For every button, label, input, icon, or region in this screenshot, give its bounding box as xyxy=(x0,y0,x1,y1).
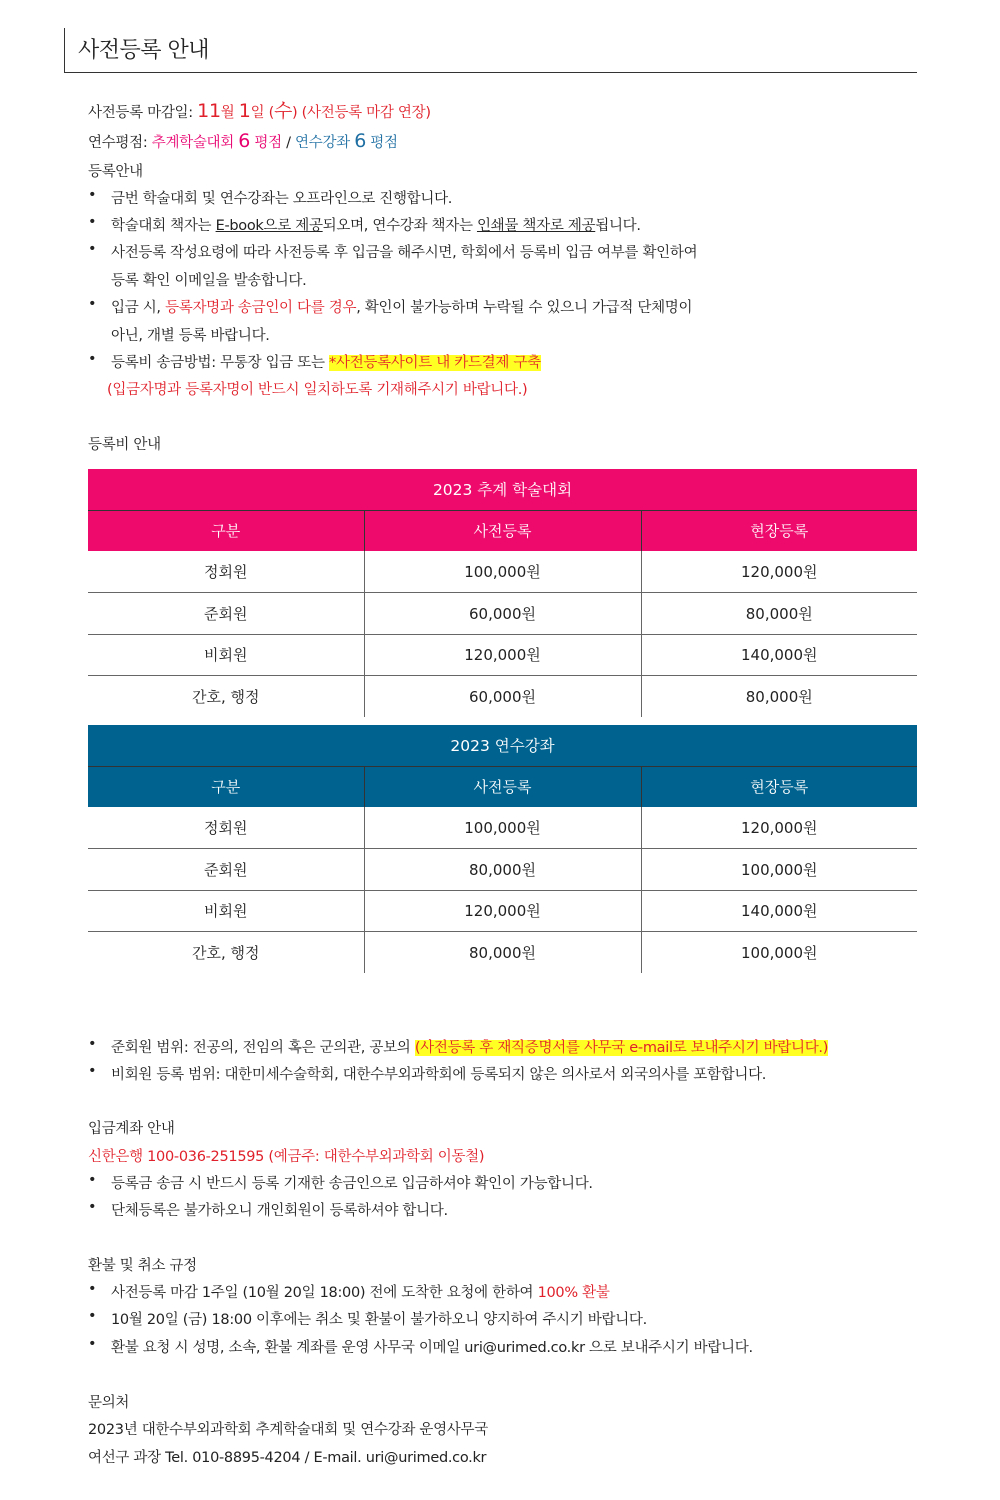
table-cell: 준회원 xyxy=(88,593,364,635)
bullet-dot: • xyxy=(88,1063,97,1079)
table-cell: 120,000원 xyxy=(364,890,641,932)
table-cell: 60,000원 xyxy=(364,593,641,635)
column-header-onsite: 현장등록 xyxy=(641,766,917,807)
deadline-day-unit: 일 xyxy=(250,105,269,121)
table-cell: 100,000원 xyxy=(364,551,641,593)
table-cell: 80,000원 xyxy=(364,932,641,974)
credits-label: 연수평점: xyxy=(88,135,152,151)
contact-office: 2023년 대한수부외과학회 추계학술대회 및 연수강좌 운영사무국 xyxy=(88,1422,488,1438)
table-cell: 100,000원 xyxy=(641,849,917,891)
b2-ebook: E-book으로 제공 xyxy=(215,218,323,234)
table-row xyxy=(88,932,917,974)
bullet-text: 금번 학술대회 및 연수강좌는 오프라인으로 진행합니다. xyxy=(111,191,453,207)
table-cell: 준회원 xyxy=(88,849,364,891)
table-row xyxy=(88,593,917,635)
bullet-dot: • xyxy=(88,187,97,203)
bullet-text: 비회원 등록 범위: 대한미세수술학회, 대한수부외과학회에 등록되지 않은 의사로서 외국의사를 포함합니다. xyxy=(111,1067,767,1083)
contact-person: 여선구 과장 Tel. 010-8895-4204 / E-mail. uri@urimed.co.kr xyxy=(88,1450,487,1466)
b2-part-a: 학술대회 책자는 xyxy=(111,218,216,234)
refund-full: 100% 환불 xyxy=(537,1285,610,1301)
table-cell: 80,000원 xyxy=(641,593,917,635)
table-cell: 비회원 xyxy=(88,890,364,932)
n1-part-a: 준회원 범위: 전공의, 전임의 혹은 군의관, 공보의 xyxy=(111,1040,415,1056)
fee-table-course xyxy=(88,725,917,973)
table-cell: 간호, 행정 xyxy=(192,688,260,706)
deadline-line xyxy=(88,96,431,123)
registration-bullet-4-cont: 아닌, 개별 등록 바랍니다. xyxy=(111,328,270,344)
contact-heading: 문의처 xyxy=(88,1395,130,1411)
account-number: 신한은행 100-036-251595 (예금주: 대한수부외과학회 이동철) xyxy=(88,1149,485,1165)
account-heading: 입금계좌 안내 xyxy=(88,1121,175,1137)
credits-conf-num: 6 xyxy=(238,130,251,152)
b2-part-e: 됩니다. xyxy=(595,218,641,234)
b4-part-c: , 확인이 불가능하며 누락될 수 있으니 가급적 단체명이 xyxy=(356,300,693,316)
table-cell: 80,000원 xyxy=(364,849,641,891)
credits-line xyxy=(88,130,398,152)
table-cell: 정회원 xyxy=(88,551,364,593)
fee-heading: 등록비 안내 xyxy=(88,437,161,453)
registration-bullet-5-note: (입금자명과 등록자명이 반드시 일치하도록 기재해주시기 바랍니다.) xyxy=(107,382,528,398)
bullet-dot: • xyxy=(88,1036,97,1052)
table-cell: 80,000원 xyxy=(641,676,917,718)
credits-course-unit: 평점 xyxy=(365,135,398,151)
table-row xyxy=(88,849,917,891)
bullet-dot: • xyxy=(88,1336,97,1352)
refund-heading: 환불 및 취소 규정 xyxy=(88,1258,197,1274)
refund-b1-a: 사전등록 마감 1주일 (10월 20일 18:00) 전에 도착한 요청에 한하여 xyxy=(111,1285,538,1301)
column-header-pre: 사전등록 xyxy=(364,510,641,551)
bullet-text xyxy=(111,296,692,317)
bullet-dot: • xyxy=(88,1172,97,1188)
table-row xyxy=(88,807,917,849)
bullet-text: 사전등록 작성요령에 따라 사전등록 후 입금을 해주시면, 학회에서 등록비 입금 여부를 확인하여 xyxy=(111,245,698,261)
registration-heading: 등록안내 xyxy=(88,164,143,180)
bullet-text xyxy=(111,1036,828,1057)
credits-sep: / xyxy=(281,135,296,151)
b4-warning: 등록자명과 송금인이 다를 경우 xyxy=(165,300,357,316)
fee-table-title: 2023 연수강좌 xyxy=(88,725,917,766)
n1-highlight: (사전등록 후 재직증명서를 사무국 e-mail로 보내주시기 바랍니다.) xyxy=(414,1040,829,1056)
table-cell: 140,000원 xyxy=(641,634,917,676)
b5-card-payment: *사전등록사이트 내 카드결제 구축 xyxy=(329,355,541,371)
b4-part-a: 입금 시, xyxy=(111,300,166,316)
table-cell: 140,000원 xyxy=(641,890,917,932)
table-row xyxy=(88,634,917,676)
deadline-month-unit: 월 xyxy=(220,105,239,121)
deadline-label: 사전등록 마감일: xyxy=(88,105,198,121)
page-header xyxy=(64,28,917,73)
column-header-pre: 사전등록 xyxy=(364,766,641,807)
bullet-text: 환불 요청 시 성명, 소속, 환불 계좌를 운영 사무국 이메일 uri@urimed.co.kr 으로 보내주시기 바랍니다. xyxy=(111,1340,753,1356)
bullet-dot: • xyxy=(88,1199,97,1215)
table-cell: 60,000원 xyxy=(364,676,641,718)
bullet-dot: • xyxy=(88,296,97,312)
deadline-day: 1 xyxy=(238,100,251,122)
table-cell: 120,000원 xyxy=(641,807,917,849)
deadline-weekday: 수 xyxy=(273,100,293,122)
bullet-text: 10월 20일 (금) 18:00 이후에는 취소 및 환불이 불가하오니 양지하여 주시기 바랍니다. xyxy=(111,1312,647,1328)
credits-course-label: 연수강좌 xyxy=(295,135,355,151)
bullet-dot: • xyxy=(88,1308,97,1324)
b5-part-a: 등록비 송금방법: 무통장 입금 또는 xyxy=(111,355,330,371)
b2-print: 인쇄물 책자로 제공 xyxy=(476,218,596,234)
bullet-text xyxy=(111,214,641,235)
registration-bullet-3-cont: 등록 확인 이메일을 발송합니다. xyxy=(111,273,307,289)
table-row xyxy=(88,551,917,593)
column-header-onsite: 현장등록 xyxy=(641,510,917,551)
bullet-dot: • xyxy=(88,1281,97,1297)
table-cell: 120,000원 xyxy=(364,634,641,676)
table-cell: 100,000원 xyxy=(364,807,641,849)
bullet-dot: • xyxy=(88,241,97,257)
page-title: 사전등록 안내 xyxy=(78,38,210,63)
deadline-note: (사전등록 마감 연장) xyxy=(297,105,431,121)
table-row xyxy=(88,890,917,932)
credits-conf-unit: 평점 xyxy=(250,135,282,151)
fee-table-conference xyxy=(88,469,917,717)
table-row xyxy=(88,676,917,718)
bullet-dot: • xyxy=(88,214,97,230)
fee-table-title: 2023 추계 학술대회 xyxy=(88,469,917,510)
table-cell: 100,000원 xyxy=(641,932,917,974)
credits-conf-label: 추계학술대회 xyxy=(151,135,239,151)
bullet-dot: • xyxy=(88,351,97,367)
deadline-weekday-open: ( xyxy=(268,105,274,121)
deadline-weekday-close: ) xyxy=(292,105,298,121)
bullet-text: 등록금 송금 시 반드시 등록 기재한 송금인으로 입금하셔야 확인이 가능합니다. xyxy=(111,1176,593,1192)
column-header-category: 구분 xyxy=(88,766,364,807)
b2-part-c: 되오며, 연수강좌 책자는 xyxy=(322,218,477,234)
bullet-text: 단체등록은 불가하오니 개인회원이 등록하셔야 합니다. xyxy=(111,1203,448,1219)
deadline-month: 11 xyxy=(197,100,221,122)
column-header-category: 구분 xyxy=(88,510,364,551)
bullet-text xyxy=(111,1281,610,1302)
table-cell: 정회원 xyxy=(88,807,364,849)
table-cell: 120,000원 xyxy=(641,551,917,593)
bullet-text xyxy=(111,351,541,372)
table-cell: 비회원 xyxy=(88,634,364,676)
table-cell: 간호, 행정 xyxy=(192,944,260,962)
credits-course-num: 6 xyxy=(354,130,366,152)
